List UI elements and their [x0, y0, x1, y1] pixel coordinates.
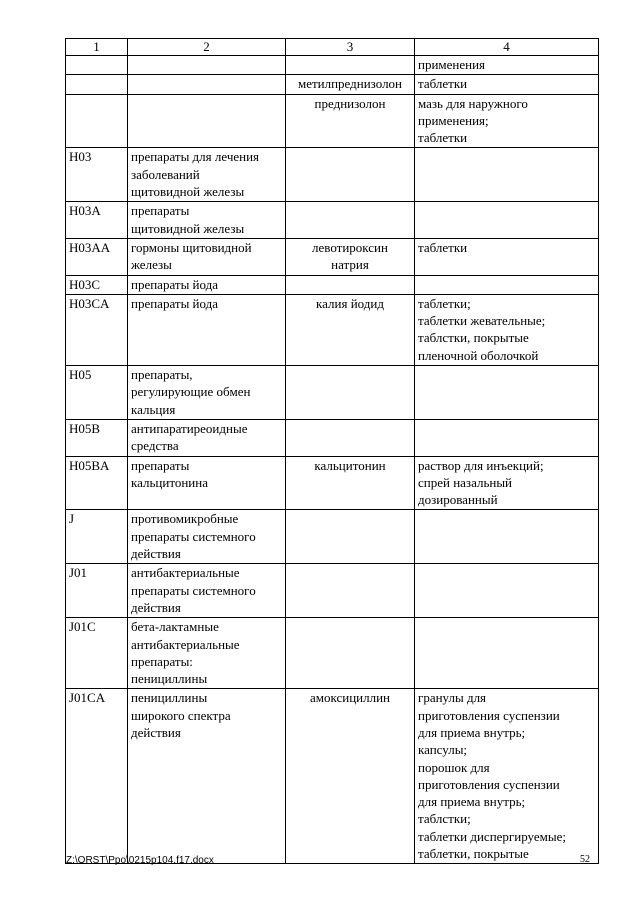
- table-row: [66, 294, 599, 365]
- drug-name-cell: [286, 148, 415, 202]
- atc-code-cell: H05BA: [66, 456, 128, 510]
- column-header-1: 1: [66, 39, 128, 56]
- table-body: [66, 56, 599, 864]
- table-row: [66, 419, 599, 456]
- group-name-cell: препараты, регулирующие обмен кальция: [128, 366, 286, 420]
- drug-name-cell: метилпреднизолон: [286, 75, 415, 94]
- group-name-cell: препараты щитовидной железы: [128, 202, 286, 239]
- footer-file-path: Z:\ORST\Ppo\0215p104.f17.docx: [66, 855, 214, 866]
- dosage-form-cell: [415, 618, 599, 689]
- atc-code-cell: J: [66, 510, 128, 564]
- drug-name-cell: [286, 202, 415, 239]
- table-row: [66, 618, 599, 689]
- group-name-cell: препараты кальцитонина: [128, 456, 286, 510]
- atc-code-cell: [66, 56, 128, 75]
- group-name-cell: [128, 75, 286, 94]
- table-row: [66, 75, 599, 94]
- atc-code-cell: H03AA: [66, 238, 128, 275]
- dosage-form-cell: [415, 419, 599, 456]
- group-name-cell: гормоны щитовидной железы: [128, 238, 286, 275]
- table-row: [66, 238, 599, 275]
- drug-name-cell: [286, 419, 415, 456]
- dosage-form-cell: [415, 202, 599, 239]
- dosage-form-cell: раствор для инъекций; спрей назальный дозированный: [415, 456, 599, 510]
- drug-name-cell: [286, 618, 415, 689]
- dosage-form-cell: таблетки: [415, 75, 599, 94]
- dosage-form-cell: гранулы для приготовления суспензии для приема внутрь; капсулы; порошок для приготовления суспензии для приема внутрь; таблстки; таблетки диспергируемые; таблетки, покрытые: [415, 689, 599, 864]
- drug-name-cell: преднизолон: [286, 94, 415, 148]
- table-row: [66, 275, 599, 294]
- atc-code-cell: H03A: [66, 202, 128, 239]
- dosage-form-cell: [415, 510, 599, 564]
- atc-code-cell: H03C: [66, 275, 128, 294]
- column-header-2: 2: [128, 39, 286, 56]
- atc-code-cell: J01CA: [66, 689, 128, 864]
- group-name-cell: [128, 56, 286, 75]
- column-header-4: 4: [415, 39, 599, 56]
- drug-name-cell: калия йодид: [286, 294, 415, 365]
- table-row: [66, 202, 599, 239]
- atc-code-cell: H05B: [66, 419, 128, 456]
- table-row: [66, 94, 599, 148]
- drug-name-cell: амоксициллин: [286, 689, 415, 864]
- table-row: [66, 56, 599, 75]
- group-name-cell: препараты йода: [128, 294, 286, 365]
- group-name-cell: бета-лактамные антибактериальные препараты: пенициллины: [128, 618, 286, 689]
- group-name-cell: противомикробные препараты системного действия: [128, 510, 286, 564]
- dosage-form-cell: таблетки; таблетки жевательные; таблстки, покрытые пленочной оболочкой: [415, 294, 599, 365]
- dosage-form-cell: [415, 366, 599, 420]
- atc-code-cell: J01C: [66, 618, 128, 689]
- table-row: [66, 510, 599, 564]
- dosage-form-cell: мазь для наружного применения; таблетки: [415, 94, 599, 148]
- drug-name-cell: [286, 275, 415, 294]
- atc-code-cell: [66, 94, 128, 148]
- dosage-form-cell: [415, 275, 599, 294]
- drug-name-cell: левотироксин натрия: [286, 238, 415, 275]
- dosage-form-cell: [415, 148, 599, 202]
- drug-name-cell: [286, 56, 415, 75]
- table-row: [66, 689, 599, 864]
- table-row: [66, 366, 599, 420]
- dosage-form-cell: таблетки: [415, 238, 599, 275]
- drug-name-cell: [286, 564, 415, 618]
- group-name-cell: антибактериальные препараты системного действия: [128, 564, 286, 618]
- table-row: [66, 456, 599, 510]
- drug-name-cell: [286, 366, 415, 420]
- table-row: [66, 564, 599, 618]
- dosage-form-cell: [415, 564, 599, 618]
- group-name-cell: пенициллины широкого спектра действия: [128, 689, 286, 864]
- group-name-cell: препараты йода: [128, 275, 286, 294]
- drug-table: [65, 38, 599, 864]
- footer-page-number: 52: [580, 854, 590, 865]
- atc-code-cell: H03CA: [66, 294, 128, 365]
- column-header-3: 3: [286, 39, 415, 56]
- group-name-cell: препараты для лечения заболеваний щитовидной железы: [128, 148, 286, 202]
- drug-name-cell: кальцитонин: [286, 456, 415, 510]
- atc-code-cell: H03: [66, 148, 128, 202]
- atc-code-cell: H05: [66, 366, 128, 420]
- group-name-cell: антипаратиреоидные средства: [128, 419, 286, 456]
- drug-name-cell: [286, 510, 415, 564]
- atc-code-cell: [66, 75, 128, 94]
- table-row: [66, 148, 599, 202]
- atc-code-cell: J01: [66, 564, 128, 618]
- dosage-form-cell: применения: [415, 56, 599, 75]
- group-name-cell: [128, 94, 286, 148]
- table-header-row: [66, 39, 599, 56]
